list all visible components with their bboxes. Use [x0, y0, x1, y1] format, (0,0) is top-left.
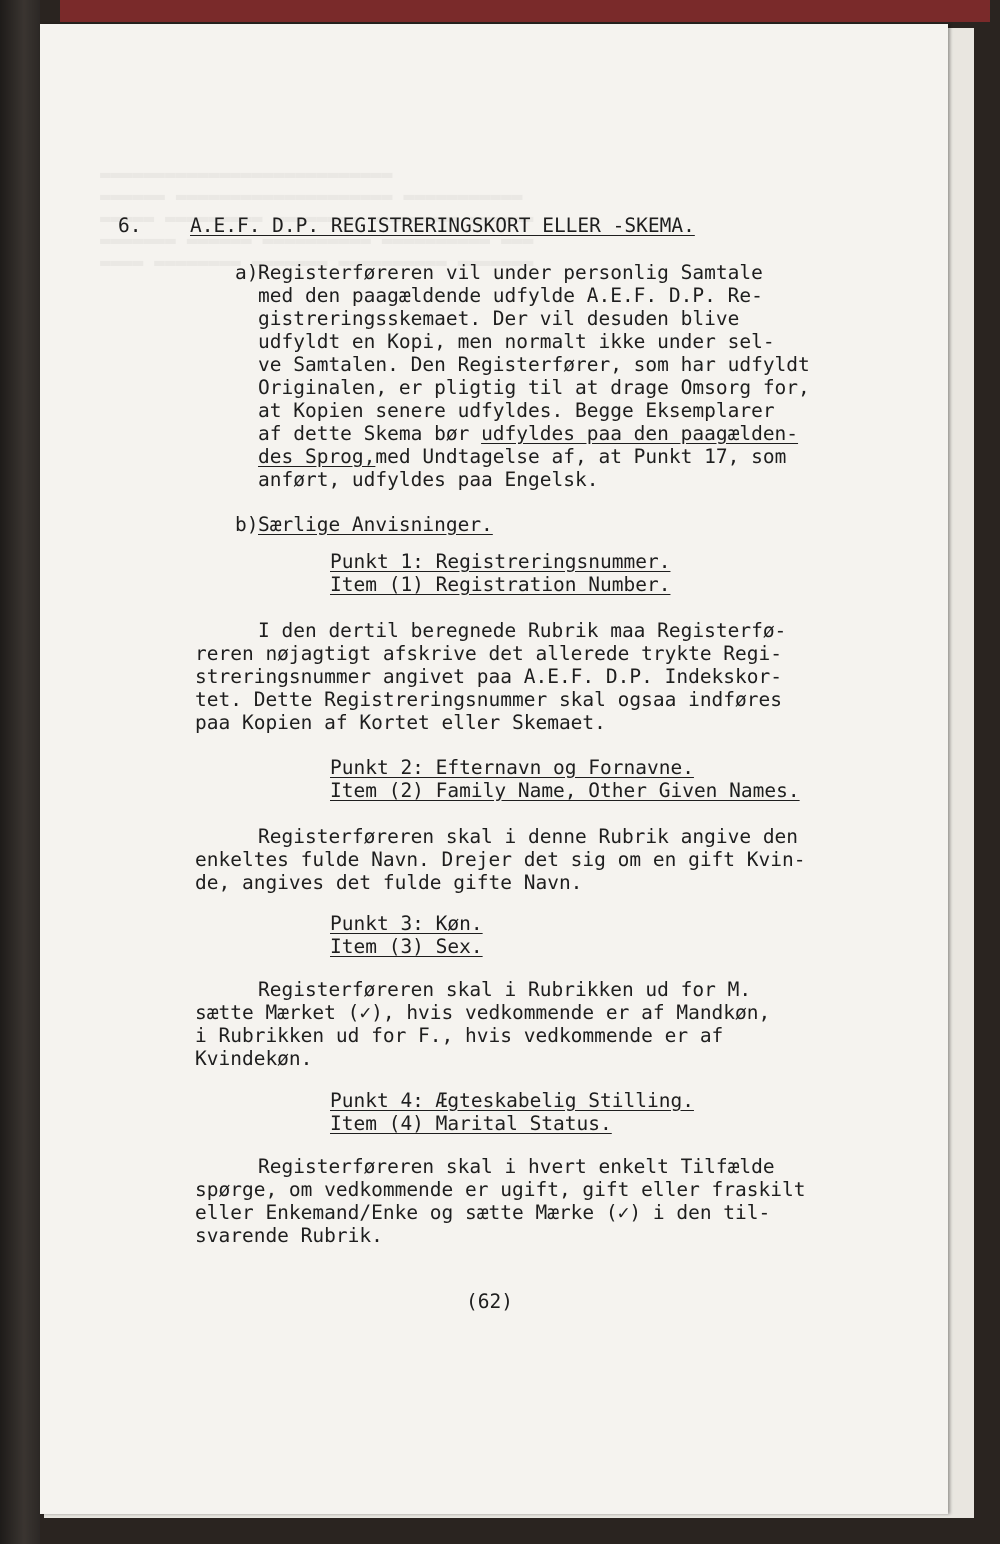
part-a-line — [258, 446, 786, 469]
part-a-marker: a) — [235, 261, 259, 284]
page-number: (62) — [466, 1290, 513, 1313]
book-cover-edge — [60, 0, 990, 22]
item-body-line: spørge, om vedkommende er ugift, gift eller fraskilt — [195, 1178, 806, 1201]
book-spine — [0, 0, 40, 1544]
part-a-line: anført, udfyldes paa Engelsk. — [258, 468, 599, 491]
item-heading-english: Item (2) Family Name, Other Given Names. — [330, 779, 800, 802]
item-heading-english: Item (4) Marital Status. — [330, 1112, 612, 1135]
part-a-line-plain: af dette Skema bør — [258, 422, 482, 445]
part-a-line: gistreringsskemaet. Der vil desuden blive — [258, 307, 740, 330]
part-a-line: ve Samtalen. Den Registerfører, som har udfyldt — [258, 353, 810, 376]
part-a-line — [258, 423, 798, 446]
part-a-line: med den paagældende udfylde A.E.F. D.P. Re- — [258, 284, 763, 307]
section-number: 6. — [118, 214, 142, 237]
item-body-line: Kvindekøn. — [195, 1047, 313, 1070]
item-body-line: sætte Mærket (✓), hvis vedkommende er af Mandkøn, — [195, 1001, 771, 1024]
item-body-line: de, angives det fulde gifte Navn. — [195, 871, 583, 894]
document-page — [40, 24, 948, 1514]
item-body-line: reren nøjagtigt afskrive det allerede trykte Regi- — [195, 642, 782, 665]
part-a-line: at Kopien senere udfyldes. Begge Eksemplarer — [258, 399, 775, 422]
item-body-line: i Rubrikken ud for F., hvis vedkommende er af — [195, 1024, 724, 1047]
item-body-line: enkeltes fulde Navn. Drejer det sig om en gift Kvin- — [195, 848, 806, 871]
item-body-line: streringsnummer angivet paa A.E.F. D.P. Indekskor- — [195, 665, 782, 688]
part-a-line: Registerføreren vil under personlig Samtale — [258, 261, 763, 284]
item-heading-danish: Punkt 2: Efternavn og Fornavne. — [330, 756, 694, 779]
item-body-line: Registerføreren skal i Rubrikken ud for M. — [258, 978, 752, 1001]
part-a-line: Originalen, er pligtig til at drage Omsorg for, — [258, 376, 810, 399]
item-heading-danish: Punkt 1: Registreringsnummer. — [330, 550, 671, 573]
item-body-line: Registerføreren skal i hvert enkelt Tilfælde — [258, 1155, 775, 1178]
part-b-title: Særlige Anvisninger. — [258, 513, 493, 536]
item-heading-english: Item (3) Sex. — [330, 935, 483, 958]
item-body-line: I den dertil beregnede Rubrik maa Registerfø- — [258, 619, 787, 642]
item-body-line: svarende Rubrik. — [195, 1224, 383, 1247]
item-body-line: eller Enkemand/Enke og sætte Mærke (✓) i den til- — [195, 1201, 771, 1224]
item-body-line: tet. Dette Registreringsnummer skal ogsaa indføres — [195, 688, 782, 711]
item-heading-danish: Punkt 4: Ægteskabelig Stilling. — [330, 1089, 694, 1112]
part-a-line: udfyldt en Kopi, men normalt ikke under sel- — [258, 330, 775, 353]
part-a-line-underlined: des Sprog, — [258, 445, 376, 468]
item-body-line: Registerføreren skal i denne Rubrik angive den — [258, 825, 799, 848]
item-heading-english: Item (1) Registration Number. — [330, 573, 671, 596]
part-a-line-underlined: udfyldes paa den paagælden- — [481, 422, 799, 445]
section-title: A.E.F. D.P. REGISTRERINGSKORT ELLER -SKEMA. — [190, 214, 695, 237]
item-body-line: paa Kopien af Kortet eller Skemaet. — [195, 711, 606, 734]
item-heading-danish: Punkt 3: Køn. — [330, 912, 483, 935]
part-b-marker: b) — [235, 513, 259, 536]
part-a-line-plain: med Undtagelse af, at Punkt 17, som — [375, 445, 787, 468]
